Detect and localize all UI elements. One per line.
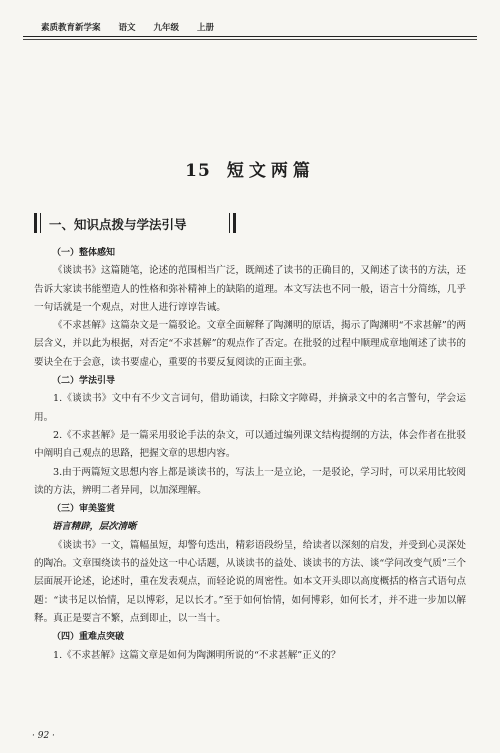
subsection-subheading: 语言精辟，层次清晰 <box>52 521 137 533</box>
lesson-title-text: 短文两篇 <box>226 161 315 181</box>
subsection-heading: （一）整体感知 <box>52 248 116 258</box>
header-volume: 上册 <box>197 23 215 33</box>
header-rule-thin <box>23 39 477 40</box>
section-banner-text: 一、知识点拨与学法引导 <box>49 217 187 232</box>
header-rule <box>23 36 477 37</box>
subsection-heading: （三）审美鉴赏 <box>52 504 116 515</box>
section-banner <box>34 213 236 233</box>
header-series: 素质教育新学案 <box>41 23 101 33</box>
paragraph: 2.《不求甚解》是一篇采用驳论手法的杂文，可以通过编列课文结构提纲的方法，体会作者在批驳中阐明自己观点的思路，把握文章的思想内容。 <box>34 429 466 460</box>
subsection-heading: （四）重难点突破 <box>52 632 125 643</box>
paragraph: 《谈读书》这篇随笔，论述的范围相当广泛，既阐述了读书的正确目的，又阐述了读书的方法，还告诉大家读书能塑造人的性格和弥补精神上的缺陷的道理。本文写法也不同一般，语言十分简练，几乎一句话就是一个观点，对世人进行谆谆告诫。 <box>34 265 466 313</box>
main-content <box>34 244 466 665</box>
header-subject: 语文 <box>118 23 136 33</box>
page-header <box>23 18 477 36</box>
paragraph: 1.《谈读书》文中有不少文言词句，借助诵读，扫除文字障碍，并摘录文中的名言警句，学会运用。 <box>34 393 466 423</box>
paragraph: 《谈读书》一文，篇幅虽短，却警句迭出，精彩语段纷呈，给读者以深刻的启发，并受到心灵深处的陶冶。文章围绕读书的益处这一中心话题，从谈读书的益处、谈读书的方法、谈“学问改变气质”三个层面展开论述，论述时，重在发表观点，而轻论说的周密性。如本文开头即以高度概括的格言式语句点题：“读书足以怡情，足以博彩，足以长才。”至于如何怡情，如何博彩，如何长才，并不进一步加以解释。真正是要言不繁，点到即止，以一当十。 <box>34 539 466 624</box>
lesson-number: 15 <box>185 161 211 181</box>
header-grade: 九年级 <box>153 23 180 33</box>
page-number: · 92 · <box>32 731 55 741</box>
paragraph: 《不求甚解》这篇杂文是一篇驳论。文章全面解释了陶渊明的原话，揭示了陶渊明“不求甚解”的两层含义，并以此为根据，对否定“不求甚解”的观点作了否定。在批驳的过程中顺理成章地阐述了读书的要诀全在于会意，读书要虚心，重要的书要反复阅读的正面主张。 <box>34 320 466 368</box>
subsection-heading: （二）学法引导 <box>52 376 116 387</box>
paragraph: 1.《不求甚解》这篇文章是如何为陶渊明所说的“不求甚解”正义的？ <box>53 649 341 661</box>
paragraph: 3.由于两篇短文思想内容上都是谈读书的，写法上一是立论，一是驳论，学习时，可以采用比较阅读的方法，辨明二者异同，以加深理解。 <box>34 466 466 496</box>
lesson-title <box>0 156 500 181</box>
